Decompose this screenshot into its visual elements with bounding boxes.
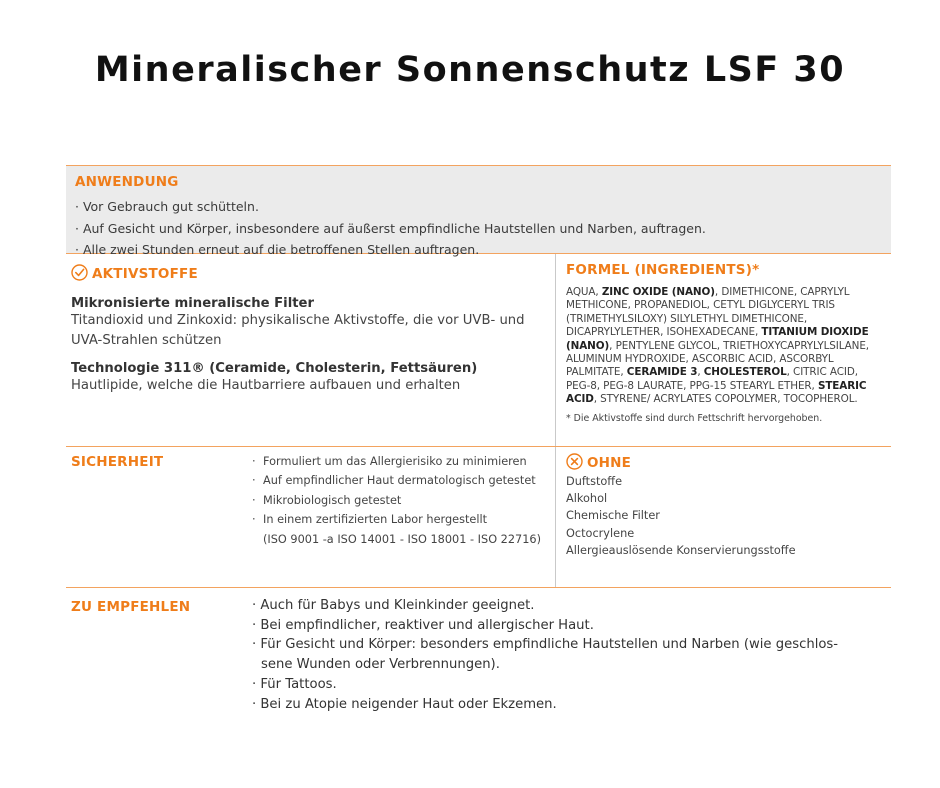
ingredients-note: * Die Aktivstoffe sind durch Fettschrift hervorgehoben. [566, 412, 823, 424]
empfehlen-list [252, 596, 891, 714]
list-item: Octocrylene [566, 526, 635, 540]
active-ingredient: CHOLESTEROL [703, 366, 787, 379]
aktivstoffe-header-row [71, 264, 555, 282]
active-ingredient: ZINC OXIDE (NANO) [601, 286, 715, 298]
ingredient-run: , DIMETHICONE, CAPRYLYL METHICONE, PROPANEDIOL, CETYL DIGLYCERYL TRIS (TRIMETHYLSILOXY) SILYLETHYL DIMETHICONE, DICAPRYLYLETHER, ISOHEXADECANE, [566, 286, 850, 339]
anwendung-section [66, 166, 891, 257]
active-ingredient: TITANIUM DIOXIDE (NANO) [566, 326, 869, 352]
aktivstoffe-formel-row [66, 254, 891, 446]
list-item: · Für Tattoos. [252, 676, 337, 692]
ohne-list [566, 473, 885, 559]
list-item: · Formuliert um das Allergierisiko zu minimieren [252, 455, 527, 468]
ingredient-run: , CITRIC ACID, PEG-8, PEG-8 LAURATE, PPG-15 STEARYL ETHER, [566, 366, 858, 392]
block-text: Titandioxid und Zinkoxid: physikalische Aktivstoffe, die vor UVB- und UVA-Strahlen schützen [71, 313, 525, 348]
check-circle-icon [71, 264, 88, 281]
block-title: Technologie 311® (Ceramide, Cholesterin, Fettsäuren) [71, 361, 478, 376]
ohne-header-row [566, 453, 885, 471]
aktivstoffe-header: AKTIVSTOFFE [92, 266, 198, 282]
list-item: Duftstoffe [566, 475, 623, 488]
ingredient-run: , STYRENE/ ACRYLATES COPOLYMER, TOCOPHEROL. [593, 393, 858, 406]
block-title: Mikronisierte mineralische Filter [71, 296, 314, 311]
product-sheet [66, 165, 891, 714]
list-item: Allergieauslösende Konservierungsstoffe [566, 543, 796, 557]
list-item: · Auf Gesicht und Körper, insbesondere auf äußerst empfindliche Hautstellen und Narben, auftragen. [75, 220, 706, 236]
sicherheit-ohne-row [66, 447, 891, 587]
list-item: · Alle zwei Stunden erneut auf die betroffenen Stellen auftragen. [75, 242, 480, 257]
list-item: · Auch für Babys und Kleinkinder geeignet. [252, 598, 535, 613]
list-item: · Auf empfindlicher Haut dermatologisch getestet [252, 474, 536, 488]
ingredients-text [566, 286, 885, 407]
list-item: · Vor Gebrauch gut schütteln. [75, 199, 259, 214]
page-title: Mineralischer Sonnenschutz LSF 30 [94, 50, 846, 90]
block-text: Hautlipide, welche die Hautbarriere aufbauen und erhalten [71, 378, 461, 393]
ingredient-run: , PENTYLENE GLYCOL, TRIETHOXYCAPRYLYLSILANE, ALUMINUM HYDROXIDE, ASCORBIC ACID, ASCORBYL PALMITATE, [566, 339, 870, 379]
ingredient-run: AQUA, [566, 286, 602, 298]
anwendung-header: ANWENDUNG [75, 174, 179, 190]
list-item: · Für Gesicht und Körper: besonders empfindliche Hautstellen und Narben (wie geschlos- [252, 637, 839, 653]
formel-section [556, 254, 891, 446]
empfehlen-section-label [66, 596, 252, 714]
active-ingredient: CERAMIDE 3 [626, 366, 698, 379]
ingredient-run: , [697, 366, 704, 379]
empfehlen-header: ZU EMPFEHLEN [71, 599, 191, 615]
ohne-header: OHNE [587, 455, 632, 471]
list-item: Chemische Filter [566, 509, 660, 523]
list-item: sene Wunden oder Verbrennungen). [261, 657, 500, 673]
sicherheit-list [252, 447, 556, 587]
aktivstoffe-section [66, 254, 556, 446]
list-item: Alkohol [566, 492, 608, 506]
anwendung-list [75, 196, 881, 261]
list-item: · Bei empfindlicher, reaktiver und allergischer Haut. [252, 617, 594, 633]
iso-line: (ISO 9001 -a ISO 14001 - ISO 18001 - ISO 22716) [263, 532, 542, 546]
sicherheit-section-label [66, 447, 252, 587]
list-item: · In einem zertifizierten Labor hergestellt [252, 513, 488, 527]
active-ingredient: STEARIC ACID [566, 379, 867, 406]
x-circle-icon [566, 453, 583, 470]
list-item: · Bei zu Atopie neigender Haut oder Ekzemen. [252, 696, 557, 712]
formel-header: FORMEL (INGREDIENTS)* [566, 262, 760, 278]
sicherheit-header: SICHERHEIT [71, 454, 164, 470]
ohne-section [556, 447, 891, 587]
list-item: · Mikrobiologisch getestet [252, 493, 402, 507]
empfehlen-row [66, 588, 891, 714]
